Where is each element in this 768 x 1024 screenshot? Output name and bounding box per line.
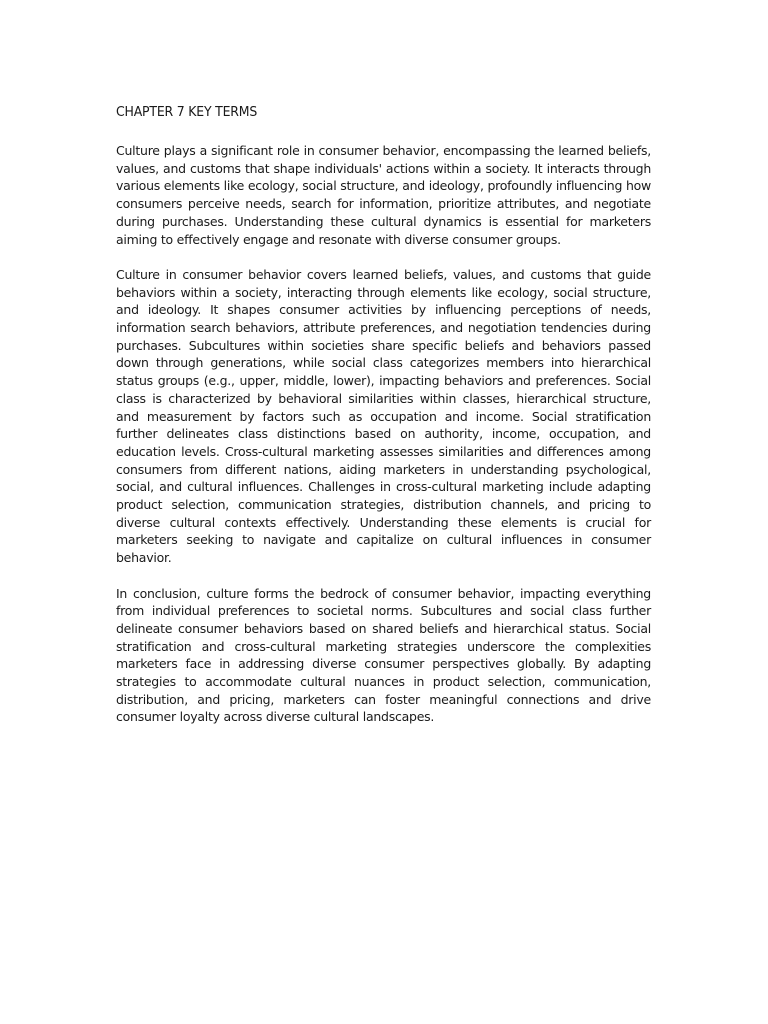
paragraph-conclusion: In conclusion, culture forms the bedrock of consumer behavior, impacting everything from individual preferences to societal norms. Subcultures and social class further delineate consumer behaviors based on shared beliefs and hierarchical status. Social stratification and cross-cultural marketing strategies underscore the complexities marketers face in addressing diverse consumer perspectives globally. By adapting strategies to accommodate cultural nuances in product selection, communication, distribution, and pricing, marketers can foster meaningful connections and drive consumer loyalty across diverse cultural landscapes. xyxy=(116,585,651,725)
chapter-title: CHAPTER 7 KEY TERMS xyxy=(116,105,258,120)
paragraph-body: Culture in consumer behavior covers learned beliefs, values, and customs that guide behaviors within a society, interacting through elements like ecology, social structure, and ideology. It shapes consumer activities by influencing perceptions of needs, information search behaviors, attribute preferences, and negotiation tendencies during purchases. Subcultures within societies share specific beliefs and behaviors passed down through generations, while social class categorizes members into hierarchical status groups (e.g., upper, middle, lower), impacting behaviors and preferences. Social class is characterized by behavioral similarities within classes, hierarchical structure, and measurement by factors such as occupation and income. Social stratification further delineates class distinctions based on authority, income, occupation, and education levels. Cross-cultural marketing assesses similarities and differences among consumers from different nations, aiding marketers in understanding psychological, social, and cultural influences. Challenges in cross-cultural marketing include adapting product selection, communication strategies, distribution channels, and pricing to diverse cultural contexts effectively. Understanding these elements is crucial for marketers seeking to navigate and capitalize on cultural influences in consumer behavior. xyxy=(116,266,651,566)
paragraph-intro: Culture plays a significant role in consumer behavior, encompassing the learned beliefs, values, and customs that shape individuals' actions within a society. It interacts through various elements like ecology, social structure, and ideology, profoundly influencing how consumers perceive needs, search for information, prioritize attributes, and negotiate during purchases. Understanding these cultural dynamics is essential for marketers aiming to effectively engage and resonate with diverse consumer groups. xyxy=(116,143,651,247)
document-body xyxy=(116,104,651,744)
